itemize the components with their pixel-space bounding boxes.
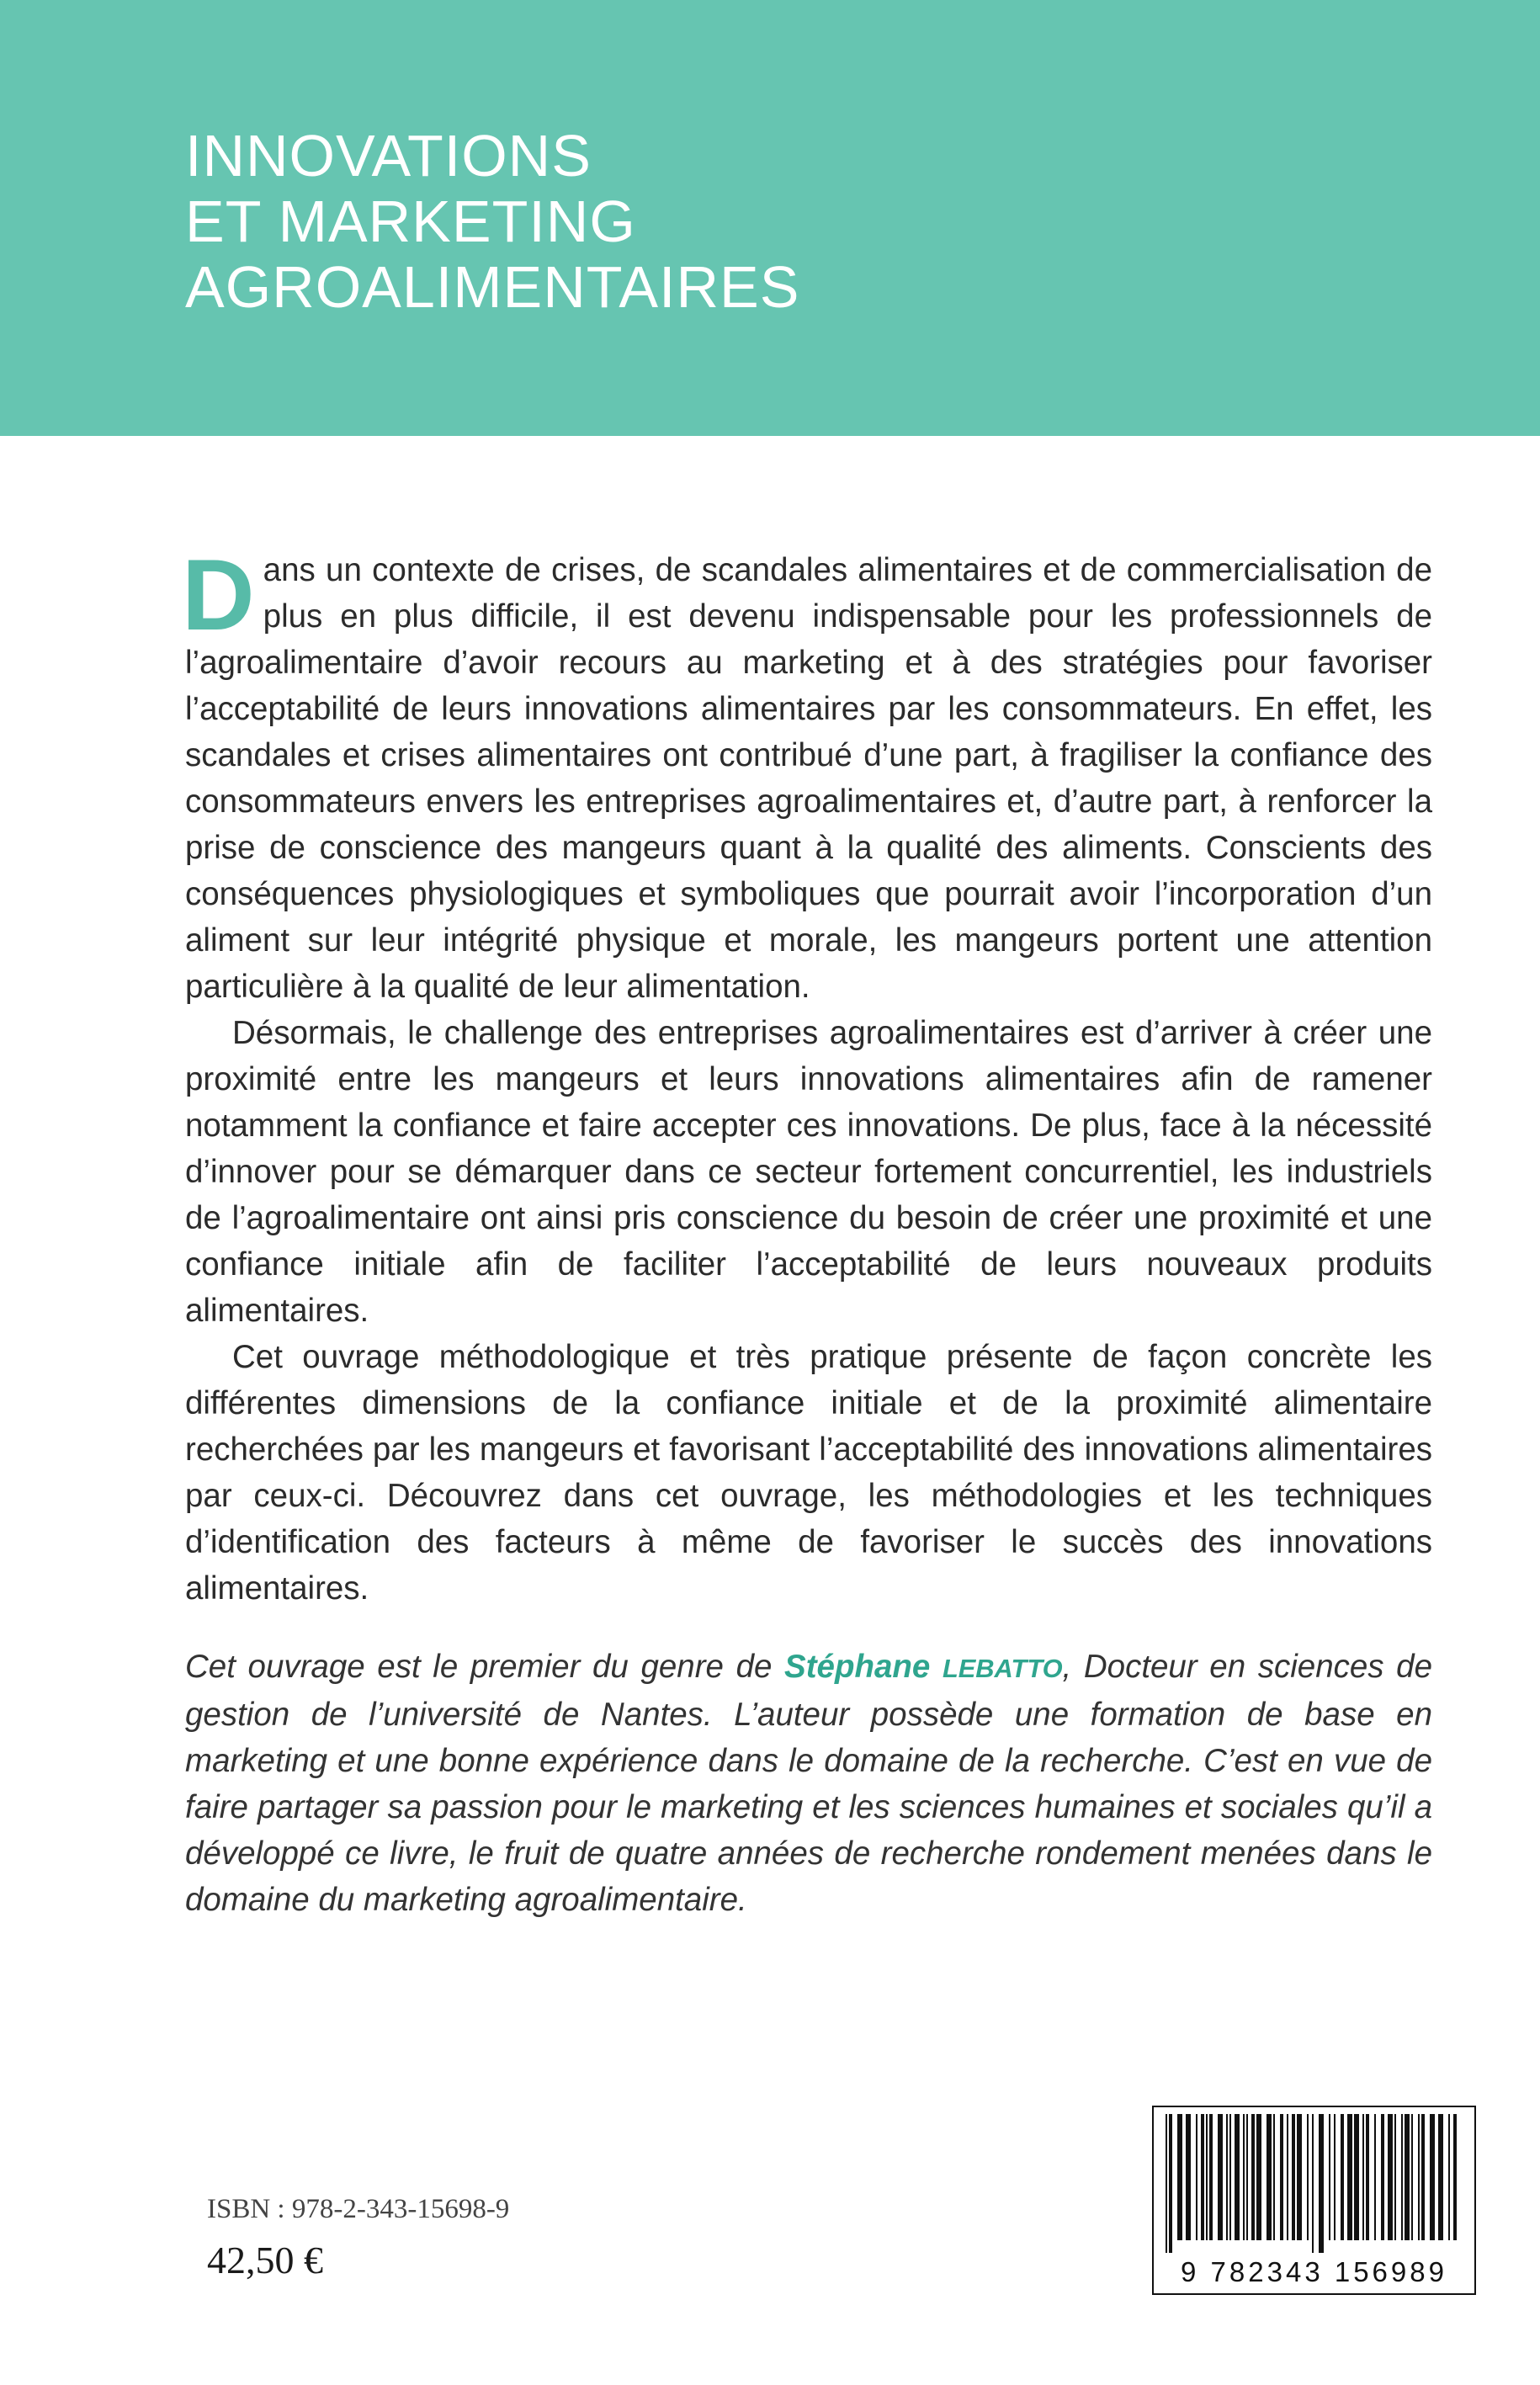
barcode-bar xyxy=(1354,2114,1359,2240)
blurb-paragraph-1 xyxy=(182,539,1432,1010)
title-line-3: AGROALIMENTAIRES xyxy=(185,254,800,320)
barcode-bar xyxy=(1430,2114,1435,2240)
barcode-bar xyxy=(1169,2114,1172,2253)
barcode-bar xyxy=(1401,2114,1403,2240)
book-title xyxy=(185,123,799,320)
barcode-bar xyxy=(1438,2114,1443,2240)
barcode-bar xyxy=(1177,2114,1182,2240)
author-bio xyxy=(185,1644,1432,1923)
bio-rest: , Docteur en sciences de gestion de l’université de Nantes. L’auteur possède une formation de base en marketing et une bonne expérience dans le domaine de la recherche. C’est en vue de faire partager sa passion pour le marketing et les sciences humaines et sociales qu’il a développé ce livre, le fruit de quatre années de recherche rondement menées dans le domaine du marketing agroalimentaire. xyxy=(185,1649,1432,1918)
barcode-bar xyxy=(1201,2114,1204,2240)
barcode-bar xyxy=(1166,2114,1167,2253)
barcode-bar xyxy=(1453,2114,1457,2240)
barcode-bar xyxy=(1267,2114,1272,2240)
barcode-bar xyxy=(1287,2114,1288,2240)
blurb-paragraph-2: Désormais, le challenge des entreprises agroalimentaires est d’arriver à créer une proximité entre les mangeurs et leurs innovations alimentaires afin de ramener notamment la confiance et faire accepter ces innovations. De plus, face à la nécessité d’innover pour se démarquer dans ce secteur fortement concurrentiel, les industriels de l’agroalimentaire ont ainsi pris conscience du besoin de créer une proximité et une confiance initiale afin de faciliter l’acceptabilité de leurs nouveaux produits alimentaires. xyxy=(185,1015,1432,1329)
barcode-bar xyxy=(1418,2114,1420,2240)
author-name xyxy=(784,1649,1063,1685)
barcode-bar xyxy=(1405,2114,1410,2240)
barcode-bar xyxy=(1273,2114,1275,2240)
barcode-bar xyxy=(1334,2114,1336,2240)
barcode-bar xyxy=(1218,2114,1223,2240)
barcode-bar xyxy=(1196,2114,1197,2240)
back-cover-blurb xyxy=(182,539,1432,1612)
author-first-name: Stéphane xyxy=(784,1649,943,1685)
barcode-bar xyxy=(1280,2114,1283,2240)
barcode-bar xyxy=(1394,2114,1396,2240)
barcode-bar xyxy=(1297,2114,1302,2240)
barcode-bar xyxy=(1312,2114,1314,2253)
barcode-bar xyxy=(1292,2114,1295,2240)
barcode-bar xyxy=(1319,2114,1324,2253)
barcode-bar xyxy=(1235,2114,1240,2240)
barcode-bar xyxy=(1307,2114,1309,2240)
barcode-bar xyxy=(1206,2114,1208,2240)
barcode-bar xyxy=(1381,2114,1384,2240)
isbn-label: ISBN : 978-2-343-15698-9 xyxy=(207,2194,510,2224)
barcode-bar xyxy=(1374,2114,1376,2240)
barcode-bar xyxy=(1362,2114,1364,2240)
barcode-bar xyxy=(1448,2114,1450,2240)
barcode-bar xyxy=(1411,2114,1413,2240)
blurb-paragraph-1-text: ans un contexte de crises, de scandales alimentaires et de commercialisation de plus en plus difficile, il est devenu indispensable pour les professionnels de l’agroalimentaire d’avoir recours au marketing et à des stratégies pour favoriser l’acceptabilité de leurs innovations alimentaires par les consommateurs. En effet, les scandales et crises alimentaires ont contribué d’une part, à fragiliser la confiance des consommateurs envers les entreprises agroalimentaires et, d’autre part, à renforcer la prise de conscience des mangeurs quant à la qualité des aliments. Conscients des conséquences physiologiques et symboliques que pourrait avoir l’incorporation d’un aliment sur leur intégrité physique et morale, les mangeurs portent une attention particulière à la qualité de leur alimentation. xyxy=(185,552,1432,1005)
barcode-bar xyxy=(1186,2114,1191,2240)
barcode-bar xyxy=(1209,2114,1213,2240)
blurb-paragraph-3: Cet ouvrage méthodologique et très pratique présente de façon concrète les différentes dimensions de la confiance initiale et de la proximité alimentaire recherchées par les mangeurs et favorisant l’acceptabilité des innovations alimentaires par ceux-ci. Découvrez dans cet ouvrage, les méthodologies et les techniques d’identification des facteurs à même de favoriser le succès des innovations alimentaires. xyxy=(185,1339,1432,1607)
price-label: 42,50 € xyxy=(207,2239,323,2281)
barcode-bar xyxy=(1341,2114,1344,2240)
title-line-1: INNOVATIONS xyxy=(185,123,592,189)
barcode-bar xyxy=(1256,2114,1261,2240)
barcode-bar xyxy=(1243,2114,1245,2240)
barcode-bar xyxy=(1329,2114,1330,2240)
barcode-bar xyxy=(1226,2114,1228,2240)
bio-intro: Cet ouvrage est le premier du genre de xyxy=(185,1649,785,1685)
title-line-2: ET MARKETING xyxy=(185,189,636,254)
barcode-bar xyxy=(1246,2114,1248,2240)
barcode-bar xyxy=(1421,2114,1425,2240)
barcode-digits: 9 782343 156989 xyxy=(1181,2256,1447,2287)
barcode-bar xyxy=(1366,2114,1369,2240)
header-band xyxy=(0,0,1540,436)
barcode-bar xyxy=(1251,2114,1255,2240)
drop-cap: D xyxy=(182,539,255,651)
author-last-name: LEBATTO xyxy=(942,1654,1063,1683)
barcode-bar xyxy=(1229,2114,1231,2240)
barcode-bars xyxy=(1162,2114,1466,2253)
barcode-bar xyxy=(1347,2114,1352,2240)
barcode-bar xyxy=(1388,2114,1393,2240)
barcode xyxy=(1152,2106,1476,2295)
